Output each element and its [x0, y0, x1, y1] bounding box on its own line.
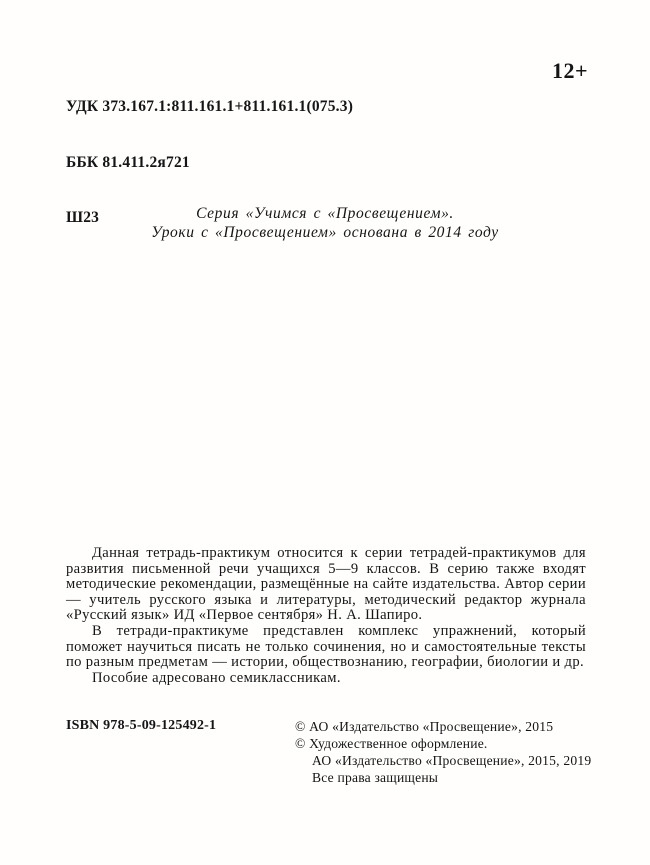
copyright-line-publisher: © АО «Издательство «Просвещение», 2015	[295, 719, 554, 734]
age-rating-badge: 12+	[551, 58, 588, 83]
series-info-block	[65, 204, 585, 242]
annotation-paragraph-1: Данная тетрадь-практикум относится к серии тетрадей-практикумов для развития письменной речи учащихся 5—9 классов. В серию также входят методические рекомендации, размещённые на сайте издательства. Автор серии — учитель русского языка и литературы, методический редактор журнала «Русский язык» ИД «Первое сентября» Н. А. Шапиро.	[66, 545, 586, 624]
copyright-block	[295, 718, 591, 786]
udk-line: УДК 373.167.1:811.161.1+811.161.1(075.3)	[66, 98, 354, 115]
isbn-text: ISBN 978-5-09-125492-1	[66, 718, 217, 733]
author-sign-code: Ш23	[66, 209, 100, 226]
copyright-line-publisher-years: АО «Издательство «Просвещение», 2015, 2019	[312, 753, 592, 768]
copyright-line-art: © Художественное оформление.	[295, 736, 488, 751]
series-line-2: Уроки с «Просвещением» основана в 2014 году	[151, 224, 499, 241]
annotation-block	[66, 546, 586, 686]
copyright-line-rights: Все права защищены	[312, 770, 439, 785]
annotation-paragraph-3: Пособие адресовано семиклассникам.	[92, 669, 341, 686]
series-line-1: Серия «Учимся с «Просвещением».	[196, 205, 454, 222]
annotation-paragraph-2: В тетради-практикуме представлен комплекс упражнений, который поможет научиться писать не только сочинения, но и самостоятельные тексты по разным предметам — истории, обществознанию, географии, биологии и др.	[66, 622, 586, 671]
bbk-line: ББК 81.411.2я721	[66, 153, 190, 171]
